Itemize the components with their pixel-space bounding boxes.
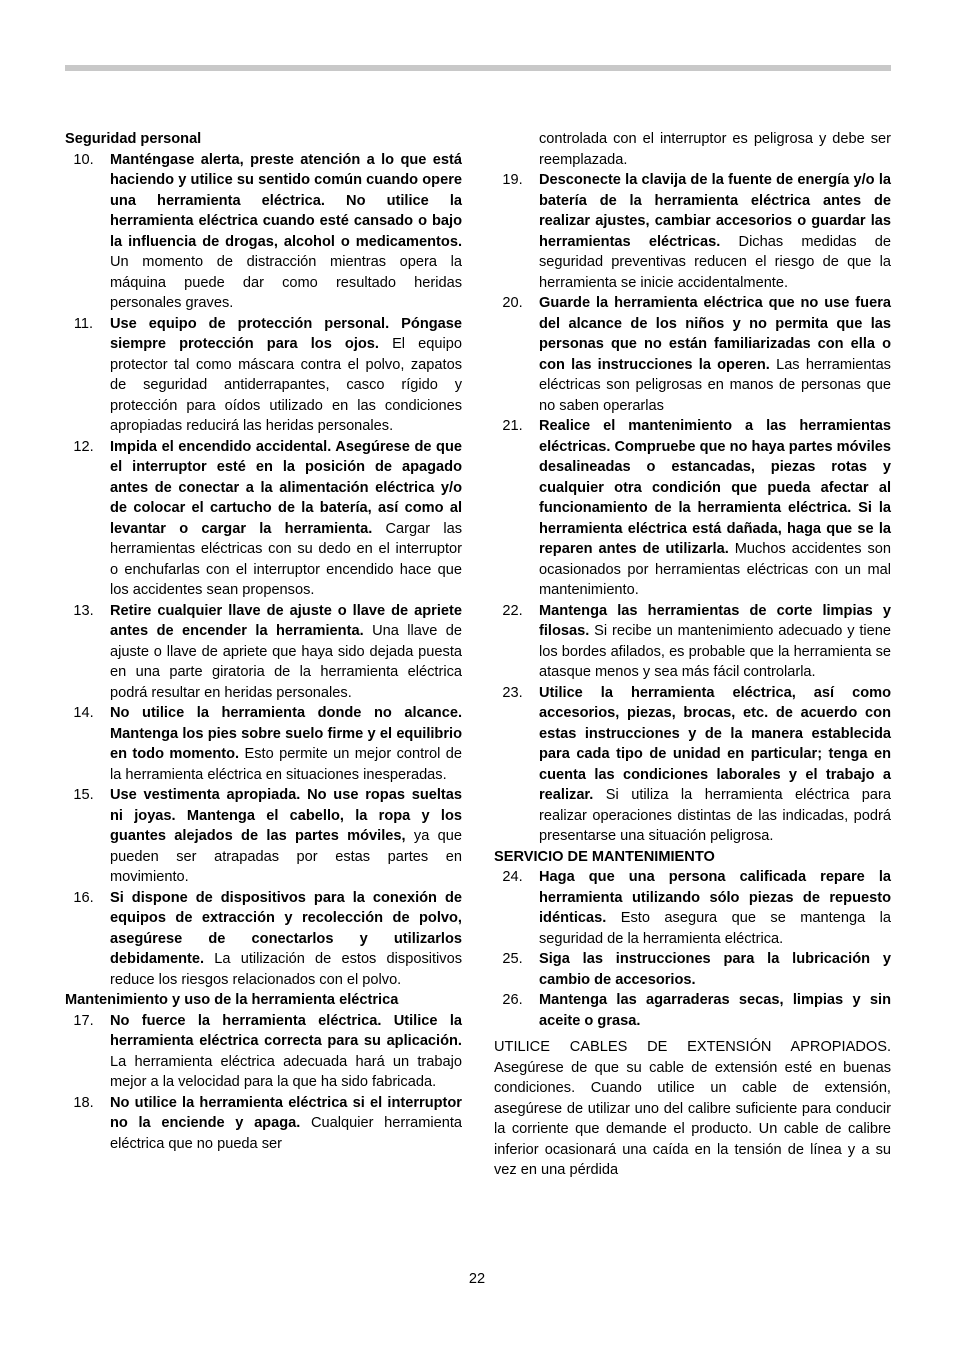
list-item [494,416,891,601]
item-text [110,1011,462,1093]
list-item [65,785,462,888]
item-body-text: La utilización de estos dispositivos reduce los riesgos relacionados con el polvo. [110,951,462,988]
item-number: 13. [73,602,94,619]
item-number: 17. [73,1012,94,1029]
item-bold-text: Guarde la herramienta eléctrica que no use fuera del alcance de los niños y no permita que las personas que no están familiarizadas con ella o con las instrucciones la operen. [539,295,891,373]
item-body-text: Si recibe un mantenimiento adecuado y tiene los bordes afilados, es probable que la herramienta se atasque menos y sea más fácil controlarla. [539,623,891,680]
list-item [65,1093,462,1155]
item-bold-text: Manténgase alerta, preste atención a lo que está haciendo y utilice su sentido común cuando opere una herramienta eléctrica. No utilice la herramienta eléctrica cuando esté cansado o bajo la influencia de drogas, alcohol o medicamentos. [110,151,462,250]
item-bold-text: Utilice la herramienta eléctrica, así como accesorios, piezas, brocas, etc. de acuerdo con estas instrucciones y de la manera establecida para cada tipo de unidad en particular; tenga en cuenta las condiciones laborales y el trabajo a realizar. [539,684,891,803]
item-text [539,293,891,416]
item-bold-text: No utilice la herramienta donde no alcance. Mantenga los pies sobre suelo firme y el equilibrio en todo momento. [110,705,462,762]
item-body-text: Las herramientas eléctricas son peligrosas en manos de personas que no saben operarlas [539,356,891,414]
list-item [65,888,462,991]
item-bold-text: Mantenga las herramientas de corte limpias y filosas. [539,602,891,639]
item-text [110,703,462,785]
item-number: 10. [73,151,94,168]
item-bold-text: Retire cualquier llave de ajuste o llave de apriete antes de encender la herramienta. [110,602,462,639]
list-item [494,683,891,847]
item-bold-text: Realice el mantenimiento a las herramientas eléctricas. Compruebe que no haya partes móviles desalineadas o estancadas, piezas rotas y cualquier otra condición que pueda afectar al funcionamiento de la herramienta eléctrica. Si la herramienta eléctrica está dañada, haga que se la reparen antes de utilizarla. [539,418,892,557]
item-text [539,867,891,949]
list-item [65,437,462,601]
item-number: 22. [502,602,523,619]
item-body-text: Cualquier herramienta eléctrica que no pueda ser [110,1115,462,1152]
item-text [539,990,891,1031]
item-bold-text: Desconecte la clavija de la fuente de energía y/o la batería de la herramienta eléctrica antes de realizar ajustes, cambiar accesorios o guardar las herramientas eléctricas. [539,172,891,250]
item-number: 15. [73,787,94,803]
item-number: 21. [502,418,523,434]
item-text [110,601,462,704]
header-rule [65,65,891,71]
list-item [65,150,462,314]
item-body-text: Si utiliza la herramienta eléctrica para realizar operaciones distintas de las indicadas, podrá presentarse una situación peligrosa. [539,787,891,844]
item-text [539,170,891,293]
item-text [110,888,462,991]
item-text [110,150,462,314]
list-item [494,293,891,416]
list-item [494,170,891,293]
list-item [65,314,462,437]
item-text [539,416,891,601]
list-item [65,703,462,785]
item-number: 14. [73,705,94,721]
item-body-text: Dichas medidas de seguridad preventivas reducen el riesgo de que la herramienta se inicie accidentalmente. [539,233,891,291]
item-body-text: Cargar las herramientas eléctricas con su dedo en el interruptor o enchufarlas con el interruptor encendido hace que los accidentes sean propensos. [110,520,462,598]
item-body-text: Muchos accidentes son ocasionados por herramientas eléctricas con un mal mantenimiento. [539,541,891,598]
item-text [110,785,462,888]
item-bold-text: Use vestimenta apropiada. No use ropas sueltas ni joyas. Mantenga el cabello, la ropa y los guantes alejados de las partes móviles, [110,787,462,844]
item-body-text: Un momento de distracción mientras opera la máquina puede dar como resultado heridas personales graves. [110,254,462,311]
list-item [65,1011,462,1093]
item-bold-text: Impida el encendido accidental. Asegúrese de que el interruptor esté en la posición de apagado antes de conectar a la alimentación eléctrica y/o de colocar el cartucho de la batería, así como al levantar o cargar la herramienta. [110,438,462,537]
item-bold-text: No utilice la herramienta eléctrica si el interruptor no la enciende y apaga. [110,1094,462,1131]
item-text [539,949,891,990]
item-number: 20. [502,295,523,311]
item-body-text: Esto permite un mejor control de la herramienta eléctrica en situaciones inesperadas. [110,746,462,783]
list-item [494,949,891,990]
item-bold-text: Use equipo de protección personal. Póngase siempre protección para los ojos. [110,315,462,352]
item-number: 25. [502,951,523,967]
item-bold-text: Si dispone de dispositivos para la conexión de equipos de extracción y recolección de polvo, asegúrese de conectarlos y utilizarlos debidamente. [110,889,462,967]
list-item [65,601,462,704]
list-item [494,601,891,683]
item-body-text: ya que pueden ser atrapadas por estas partes en movimiento. [110,828,462,885]
item-text [110,437,462,601]
item-number: 11. [73,315,94,332]
item-body-text: El equipo protector tal como máscara contra el polvo, zapatos de seguridad antiderrapantes, casco rígido y protección para oídos utilizado en las condiciones apropiadas reducirá las heridas personales. [110,336,462,434]
list-item [494,990,891,1031]
item-text [539,601,891,683]
section-heading-service: SERVICIO DE MANTENIMIENTO [494,848,715,865]
item-number: 26. [502,992,523,1008]
item-bold-text: No fuerce la herramienta eléctrica. Utilice la herramienta eléctrica correcta para su aplicación. [110,1012,462,1049]
extension-cable-paragraph: UTILICE CABLES DE EXTENSIÓN APROPIADOS. Asegúrese de que su cable de extensión esté en buenas condiciones. Cuando utilice un cable de extensión, asegúrese de utilizar uno del calibre suficiente para conducir la corriente que demande el producto. Un cable de calibre inferior ocasionará una caída en la tensión de línea y a su vez en una pérdida [494,1039,891,1178]
left-column [65,129,462,1154]
item-bold-text: Mantenga las agarraderas secas, limpias y sin aceite o grasa. [539,992,891,1029]
item-number: 19. [502,172,523,188]
item-number: 23. [502,684,523,701]
right-column [494,129,891,1181]
item-text [110,1093,462,1155]
item-bold-text: Siga las instrucciones para la lubricación y cambio de accesorios. [539,951,891,988]
item-bold-text: Haga que una persona calificada repare la herramienta utilizando sólo piezas de repuesto idénticas. [539,869,891,926]
item-body-text: Esto asegura que se mantenga la seguridad de la herramienta eléctrica. [539,910,891,947]
item-body-text: Una llave de ajuste o llave de apriete que haya sido dejada puesta en una parte giratoria de la herramienta eléctrica podrá resultar en heridas personales. [110,623,462,701]
item-number: 24. [502,869,523,885]
item-number: 12. [73,438,94,455]
item-number: 16. [73,889,94,906]
section-heading-personal-safety: Seguridad personal [65,131,202,147]
item-body-text: La herramienta eléctrica adecuada hará un trabajo mejor a la velocidad para la que ha sido fabricada. [110,1053,462,1090]
section-heading-tool-maintenance: Mantenimiento y uso de la herramienta eléctrica [65,992,399,1008]
list-item [494,867,891,949]
item-text [110,314,462,437]
item-text [539,683,891,847]
continued-text: controlada con el interruptor es peligrosa y debe ser reemplazada. [539,131,891,168]
item-number: 18. [73,1094,94,1111]
page-number: 22 [468,1271,486,1287]
